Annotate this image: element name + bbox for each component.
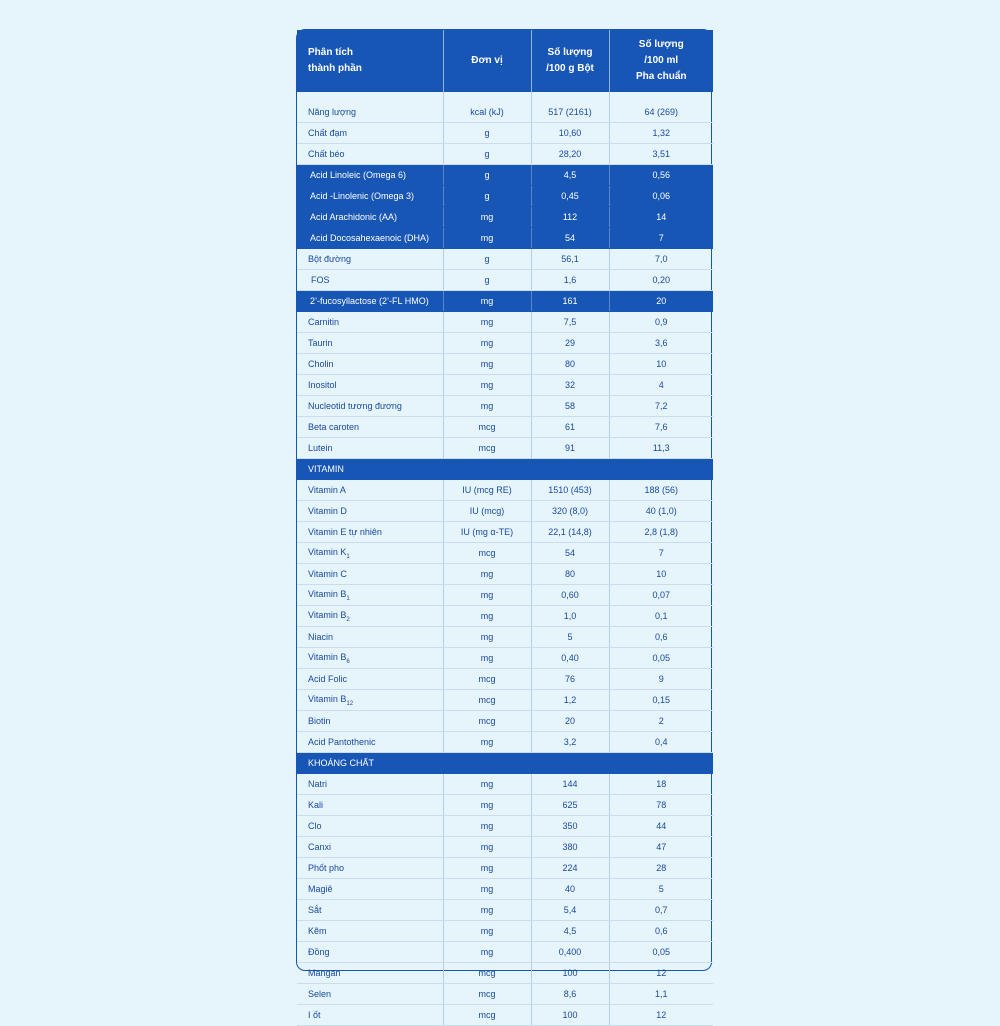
cell-per-100ml: 0,6	[609, 921, 713, 942]
cell-per-100ml: 7	[609, 228, 713, 249]
cell-per-100ml: 0,4	[609, 732, 713, 753]
component-name-text: Niacin	[308, 632, 334, 642]
cell-unit: g	[443, 249, 531, 270]
cell-unit: mg	[443, 375, 531, 396]
cell-per-100ml: 0,05	[609, 648, 713, 669]
component-name-text: Mangan	[308, 968, 341, 978]
cell-component-name	[297, 165, 443, 186]
cell-per-100g: 8,6	[531, 984, 609, 1005]
cell-unit: mg	[443, 627, 531, 648]
cell-per-100g: 0,45	[531, 186, 609, 207]
cell-per-100ml: 7,0	[609, 249, 713, 270]
cell-component-name	[297, 417, 443, 438]
cell-per-100ml: 0,07	[609, 585, 713, 606]
table-row	[297, 543, 713, 564]
component-name-text: Inositol	[308, 380, 337, 390]
cell-component-name	[297, 816, 443, 837]
component-name-text: Đồng	[308, 947, 330, 957]
cell-per-100g: 80	[531, 564, 609, 585]
cell-per-100g: 161	[531, 291, 609, 312]
table-row	[297, 732, 713, 753]
cell-component-name	[297, 291, 443, 312]
table-row	[297, 165, 713, 186]
cell-per-100g: 22,1 (14,8)	[531, 522, 609, 543]
cell-per-100ml: 9	[609, 669, 713, 690]
table-row	[297, 333, 713, 354]
table-row	[297, 921, 713, 942]
table-row	[297, 417, 713, 438]
cell-unit: mg	[443, 858, 531, 879]
cell-component-name	[297, 375, 443, 396]
spacer-cell	[609, 92, 713, 102]
cell-per-100g: 3,2	[531, 732, 609, 753]
cell-per-100g: 54	[531, 228, 609, 249]
cell-component-name	[297, 711, 443, 732]
cell-per-100ml: 7	[609, 543, 713, 564]
cell-per-100ml: 2,8 (1,8)	[609, 522, 713, 543]
component-name-text: Vitamin K	[308, 546, 347, 557]
cell-per-100g: 29	[531, 333, 609, 354]
cell-per-100ml: 40 (1,0)	[609, 501, 713, 522]
section-header-row	[297, 459, 713, 480]
cell-unit: mcg	[443, 984, 531, 1005]
nutrition-table	[297, 30, 713, 1026]
cell-unit: mg	[443, 207, 531, 228]
component-name-text: Selen	[308, 989, 332, 999]
cell-component-name	[297, 102, 443, 123]
cell-per-100g: 40	[531, 879, 609, 900]
component-name-text: Vitamin C	[308, 569, 347, 579]
spacer-cell	[297, 92, 443, 102]
component-name-text: Acid Folic	[308, 674, 348, 684]
cell-component-name	[297, 606, 443, 627]
cell-unit: mcg	[443, 963, 531, 984]
table-body	[297, 92, 713, 1026]
cell-per-100g: 20	[531, 711, 609, 732]
component-name-text: Phốt pho	[308, 863, 345, 873]
cell-per-100g: 1,0	[531, 606, 609, 627]
cell-per-100ml: 0,15	[609, 690, 713, 711]
spacer-cell	[531, 92, 609, 102]
table-row	[297, 669, 713, 690]
cell-per-100g: 58	[531, 396, 609, 417]
cell-component-name	[297, 669, 443, 690]
cell-per-100ml: 1,32	[609, 123, 713, 144]
cell-per-100g: 0,40	[531, 648, 609, 669]
cell-per-100ml: 3,6	[609, 333, 713, 354]
cell-component-name	[297, 312, 443, 333]
header-unit: Đơn vị	[443, 30, 531, 92]
table-row	[297, 858, 713, 879]
cell-per-100g: 380	[531, 837, 609, 858]
table-row	[297, 375, 713, 396]
table-row	[297, 522, 713, 543]
cell-component-name	[297, 249, 443, 270]
table-row	[297, 123, 713, 144]
cell-per-100g: 4,5	[531, 165, 609, 186]
cell-per-100g: 320 (8,0)	[531, 501, 609, 522]
table-row	[297, 291, 713, 312]
table-row	[297, 564, 713, 585]
table-row	[297, 102, 713, 123]
table-row	[297, 774, 713, 795]
component-subscript: 2	[346, 616, 350, 623]
cell-per-100ml: 78	[609, 795, 713, 816]
cell-per-100ml: 0,06	[609, 186, 713, 207]
section-title: KHOÁNG CHẤT	[297, 753, 713, 774]
component-name-text: Vitamin A	[308, 485, 346, 495]
cell-unit: kcal (kJ)	[443, 102, 531, 123]
cell-per-100g: 4,5	[531, 921, 609, 942]
cell-per-100g: 91	[531, 438, 609, 459]
cell-component-name	[297, 795, 443, 816]
cell-per-100ml: 44	[609, 816, 713, 837]
cell-per-100g: 54	[531, 543, 609, 564]
component-name-text: Năng lượng	[308, 107, 356, 117]
component-name-text: Cholin	[308, 359, 334, 369]
component-name-text: Sắt	[308, 905, 322, 915]
cell-unit: mg	[443, 816, 531, 837]
cell-component-name	[297, 522, 443, 543]
cell-unit: mg	[443, 291, 531, 312]
component-name-text: I ốt	[308, 1010, 321, 1020]
cell-per-100g: 112	[531, 207, 609, 228]
component-name-text: Clo	[308, 821, 322, 831]
component-name-text: Acid Pantothenic	[308, 737, 376, 747]
cell-component-name	[297, 690, 443, 711]
cell-per-100ml: 0,56	[609, 165, 713, 186]
cell-component-name	[297, 648, 443, 669]
cell-per-100ml: 5	[609, 879, 713, 900]
component-name-text: FOS	[311, 275, 330, 285]
cell-unit: mcg	[443, 417, 531, 438]
cell-unit: mg	[443, 312, 531, 333]
table-row	[297, 312, 713, 333]
cell-per-100g: 56,1	[531, 249, 609, 270]
cell-per-100ml: 188 (56)	[609, 480, 713, 501]
table-row	[297, 270, 713, 291]
table-row	[297, 690, 713, 711]
cell-unit: mg	[443, 228, 531, 249]
cell-unit: mg	[443, 900, 531, 921]
cell-unit: mg	[443, 921, 531, 942]
component-name-text: Vitamin D	[308, 506, 347, 516]
component-subscript: 1	[346, 595, 350, 602]
component-name-text: Taurin	[308, 338, 333, 348]
cell-component-name	[297, 333, 443, 354]
cell-unit: mcg	[443, 711, 531, 732]
table-row	[297, 186, 713, 207]
cell-per-100ml: 64 (269)	[609, 102, 713, 123]
header-component: Phân tích thành phần	[297, 30, 443, 92]
cell-unit: IU (mcg)	[443, 501, 531, 522]
cell-per-100g: 0,60	[531, 585, 609, 606]
component-name-text: Kẽm	[308, 926, 327, 936]
table-row	[297, 627, 713, 648]
cell-unit: g	[443, 165, 531, 186]
header-per-100ml: Số lượng /100 ml Pha chuẩn	[609, 30, 713, 92]
component-name-text: Vitamin B	[308, 609, 347, 620]
cell-per-100ml: 2	[609, 711, 713, 732]
cell-unit: mcg	[443, 438, 531, 459]
component-subscript: 1	[346, 553, 350, 560]
component-name-text: Carnitin	[308, 317, 340, 327]
nutrition-table-card	[296, 29, 712, 1020]
component-name-text: Canxi	[308, 842, 332, 852]
cell-unit: mcg	[443, 543, 531, 564]
table-row	[297, 606, 713, 627]
cell-component-name	[297, 879, 443, 900]
cell-per-100ml: 7,2	[609, 396, 713, 417]
cell-per-100ml: 0,1	[609, 606, 713, 627]
table-row	[297, 879, 713, 900]
cell-component-name	[297, 501, 443, 522]
component-name-text: Bột đường	[308, 254, 351, 264]
component-name-text: Biotin	[308, 716, 331, 726]
table-row	[297, 249, 713, 270]
cell-per-100g: 5,4	[531, 900, 609, 921]
cell-component-name	[297, 438, 443, 459]
cell-per-100g: 1,6	[531, 270, 609, 291]
cell-component-name	[297, 144, 443, 165]
cell-unit: mcg	[443, 1005, 531, 1026]
cell-unit: mg	[443, 837, 531, 858]
cell-unit: mg	[443, 354, 531, 375]
cell-per-100g: 1,2	[531, 690, 609, 711]
cell-unit: g	[443, 270, 531, 291]
component-name-text: Acid -Linolenic (Omega 3)	[310, 191, 415, 201]
cell-per-100g: 350	[531, 816, 609, 837]
cell-unit: mg	[443, 333, 531, 354]
cell-component-name	[297, 732, 443, 753]
table-row	[297, 648, 713, 669]
cell-component-name	[297, 858, 443, 879]
cell-unit: g	[443, 186, 531, 207]
component-name-text: Vitamin B	[308, 588, 347, 599]
section-header-row	[297, 753, 713, 774]
component-subscript: 6	[346, 658, 350, 665]
cell-component-name	[297, 228, 443, 249]
cell-per-100ml: 11,3	[609, 438, 713, 459]
component-name-text: Natri	[308, 779, 328, 789]
cell-component-name	[297, 564, 443, 585]
cell-component-name	[297, 774, 443, 795]
table-row	[297, 1005, 713, 1026]
cell-unit: mcg	[443, 690, 531, 711]
table-row	[297, 837, 713, 858]
component-name-text: Chất béo	[308, 149, 345, 159]
cell-component-name	[297, 921, 443, 942]
component-name-text: Kali	[308, 800, 324, 810]
cell-unit: mg	[443, 795, 531, 816]
table-row	[297, 396, 713, 417]
section-title: VITAMIN	[297, 459, 713, 480]
cell-component-name	[297, 963, 443, 984]
component-name-text: Vitamin B	[308, 693, 347, 704]
table-row	[297, 144, 713, 165]
cell-per-100ml: 0,20	[609, 270, 713, 291]
cell-component-name	[297, 837, 443, 858]
component-name-text: Acid Linoleic (Omega 6)	[310, 170, 407, 180]
component-name-text: Vitamin E tự nhiên	[308, 527, 382, 537]
cell-per-100ml: 4	[609, 375, 713, 396]
cell-component-name	[297, 627, 443, 648]
table-row	[297, 816, 713, 837]
spacer-cell	[443, 92, 531, 102]
cell-component-name	[297, 900, 443, 921]
cell-per-100g: 28,20	[531, 144, 609, 165]
table-header-row	[297, 30, 713, 92]
cell-per-100ml: 18	[609, 774, 713, 795]
cell-component-name	[297, 354, 443, 375]
table-row	[297, 438, 713, 459]
cell-per-100ml: 7,6	[609, 417, 713, 438]
cell-unit: IU (mcg RE)	[443, 480, 531, 501]
table-row	[297, 963, 713, 984]
table-row	[297, 711, 713, 732]
cell-unit: mg	[443, 732, 531, 753]
cell-per-100g: 80	[531, 354, 609, 375]
table-row	[297, 984, 713, 1005]
cell-per-100g: 76	[531, 669, 609, 690]
cell-per-100g: 100	[531, 963, 609, 984]
component-name-text: Chất đạm	[308, 128, 348, 138]
cell-component-name	[297, 207, 443, 228]
cell-unit: IU (mg α-TE)	[443, 522, 531, 543]
cell-component-name	[297, 585, 443, 606]
cell-component-name	[297, 480, 443, 501]
cell-per-100ml: 14	[609, 207, 713, 228]
cell-unit: mg	[443, 879, 531, 900]
cell-per-100ml: 0,6	[609, 627, 713, 648]
component-subscript: 12	[346, 700, 354, 707]
component-name-text: Acid Arachidonic (AA)	[310, 212, 398, 222]
cell-unit: g	[443, 144, 531, 165]
header-per-100g: Số lượng /100 g Bột	[531, 30, 609, 92]
cell-per-100ml: 47	[609, 837, 713, 858]
component-name-text: Vitamin B	[308, 651, 347, 662]
table-row	[297, 942, 713, 963]
cell-unit: mcg	[443, 669, 531, 690]
cell-per-100g: 144	[531, 774, 609, 795]
cell-component-name	[297, 270, 443, 291]
component-name-text: Acid Docosahexaenoic (DHA)	[310, 233, 430, 243]
table-row	[297, 228, 713, 249]
cell-component-name	[297, 942, 443, 963]
cell-per-100g: 0,400	[531, 942, 609, 963]
table-row	[297, 900, 713, 921]
cell-component-name	[297, 984, 443, 1005]
cell-per-100g: 7,5	[531, 312, 609, 333]
cell-unit: g	[443, 123, 531, 144]
component-name-text: Lutein	[308, 443, 333, 453]
table-row	[297, 354, 713, 375]
table-row	[297, 207, 713, 228]
cell-unit: mg	[443, 774, 531, 795]
cell-unit: mg	[443, 564, 531, 585]
cell-per-100g: 32	[531, 375, 609, 396]
cell-per-100g: 625	[531, 795, 609, 816]
cell-unit: mg	[443, 648, 531, 669]
component-name-text: 2’-fucosyllactose (2’-FL HMO)	[310, 296, 429, 306]
cell-unit: mg	[443, 606, 531, 627]
cell-per-100ml: 10	[609, 564, 713, 585]
cell-unit: mg	[443, 942, 531, 963]
cell-component-name	[297, 1005, 443, 1026]
cell-per-100g: 10,60	[531, 123, 609, 144]
cell-per-100ml: 1,1	[609, 984, 713, 1005]
component-name-text: Magiê	[308, 884, 333, 894]
cell-per-100g: 100	[531, 1005, 609, 1026]
cell-per-100ml: 0,7	[609, 900, 713, 921]
cell-per-100ml: 12	[609, 963, 713, 984]
cell-unit: mg	[443, 396, 531, 417]
cell-per-100g: 61	[531, 417, 609, 438]
table-row	[297, 501, 713, 522]
table-row	[297, 480, 713, 501]
spacer-row	[297, 92, 713, 102]
table-row	[297, 795, 713, 816]
cell-per-100ml: 0,05	[609, 942, 713, 963]
cell-per-100g: 517 (2161)	[531, 102, 609, 123]
cell-per-100ml: 28	[609, 858, 713, 879]
cell-per-100ml: 0,9	[609, 312, 713, 333]
cell-per-100g: 1510 (453)	[531, 480, 609, 501]
cell-per-100ml: 12	[609, 1005, 713, 1026]
cell-unit: mg	[443, 585, 531, 606]
cell-component-name	[297, 396, 443, 417]
cell-per-100ml: 20	[609, 291, 713, 312]
cell-per-100ml: 3,51	[609, 144, 713, 165]
cell-component-name	[297, 543, 443, 564]
cell-per-100ml: 10	[609, 354, 713, 375]
component-name-text: Beta caroten	[308, 422, 360, 432]
cell-component-name	[297, 123, 443, 144]
cell-component-name	[297, 186, 443, 207]
component-name-text: Nucleotid tương đương	[308, 401, 402, 411]
table-row	[297, 585, 713, 606]
cell-per-100g: 224	[531, 858, 609, 879]
cell-per-100g: 5	[531, 627, 609, 648]
